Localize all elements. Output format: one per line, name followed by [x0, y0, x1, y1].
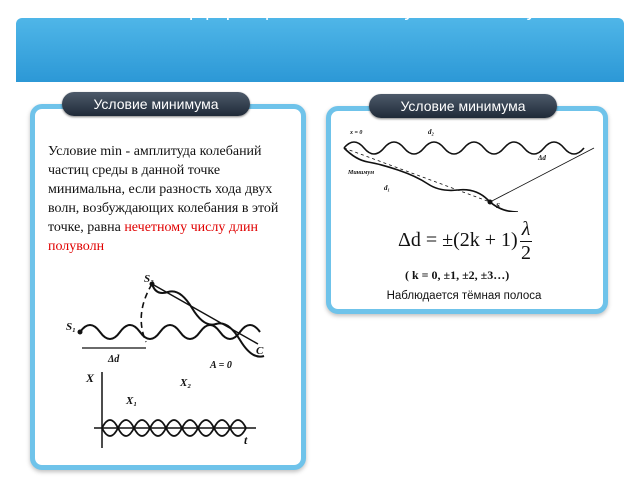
wave-s1: [80, 325, 260, 339]
source-s1: [78, 330, 83, 335]
ray-s2-c: [152, 284, 258, 344]
label-x1: X₁: [126, 395, 138, 407]
two-source-diagram: [60, 270, 280, 370]
interference-diagram: [338, 126, 606, 212]
condition-text: Условие min - амплитуда колебаний частиц среды в данной точке минимальна, если разность хода двух волн, возбуждающих колебания в этой точке, равна: [48, 144, 279, 235]
page-title: Условия интерференционных максимумов и минимумов: [70, 0, 570, 21]
formula-fraction: [520, 218, 533, 265]
source-point: [488, 200, 493, 205]
formula-lambda: λ: [521, 218, 531, 240]
title-banner: [16, 18, 624, 82]
minimum-formula: [398, 218, 532, 265]
label-x2: X₂: [180, 377, 192, 389]
left-condition-label: Условие минимума: [62, 92, 250, 116]
label-s1: S₁: [66, 321, 76, 333]
k-values: ( k = 0, ±1, ±2, ±3…): [405, 268, 510, 282]
odd-half-wavelengths-text: нечетному числу длин полуволн: [48, 220, 258, 254]
wave-d2: [344, 142, 584, 154]
label-minimum: Минимум: [348, 170, 375, 176]
label-s2: S₂: [144, 273, 154, 285]
label-x0: x = 0: [350, 130, 363, 136]
minimum-condition-text: [48, 142, 288, 256]
label-t: t: [244, 433, 248, 447]
label-c: C: [256, 345, 264, 357]
wave-s2: [152, 284, 264, 357]
label-dd: Δd: [108, 354, 120, 365]
label-amplitude: A = 0: [210, 360, 232, 370]
label-d1: d₁: [384, 184, 390, 192]
label-dd: Δd: [538, 154, 546, 162]
formula-lhs: Δd = ±(2k + 1): [398, 229, 518, 252]
dashed-arc: [141, 284, 152, 342]
label-s: S: [496, 202, 500, 210]
formula-two: 2: [521, 242, 532, 264]
label-d2: d₂: [428, 128, 434, 136]
right-condition-label: Условие минимума: [369, 94, 557, 118]
oscillation-graph: [80, 368, 270, 454]
dark-band-caption: Наблюдается тёмная полоса: [386, 290, 542, 302]
label-x: X: [86, 371, 95, 385]
